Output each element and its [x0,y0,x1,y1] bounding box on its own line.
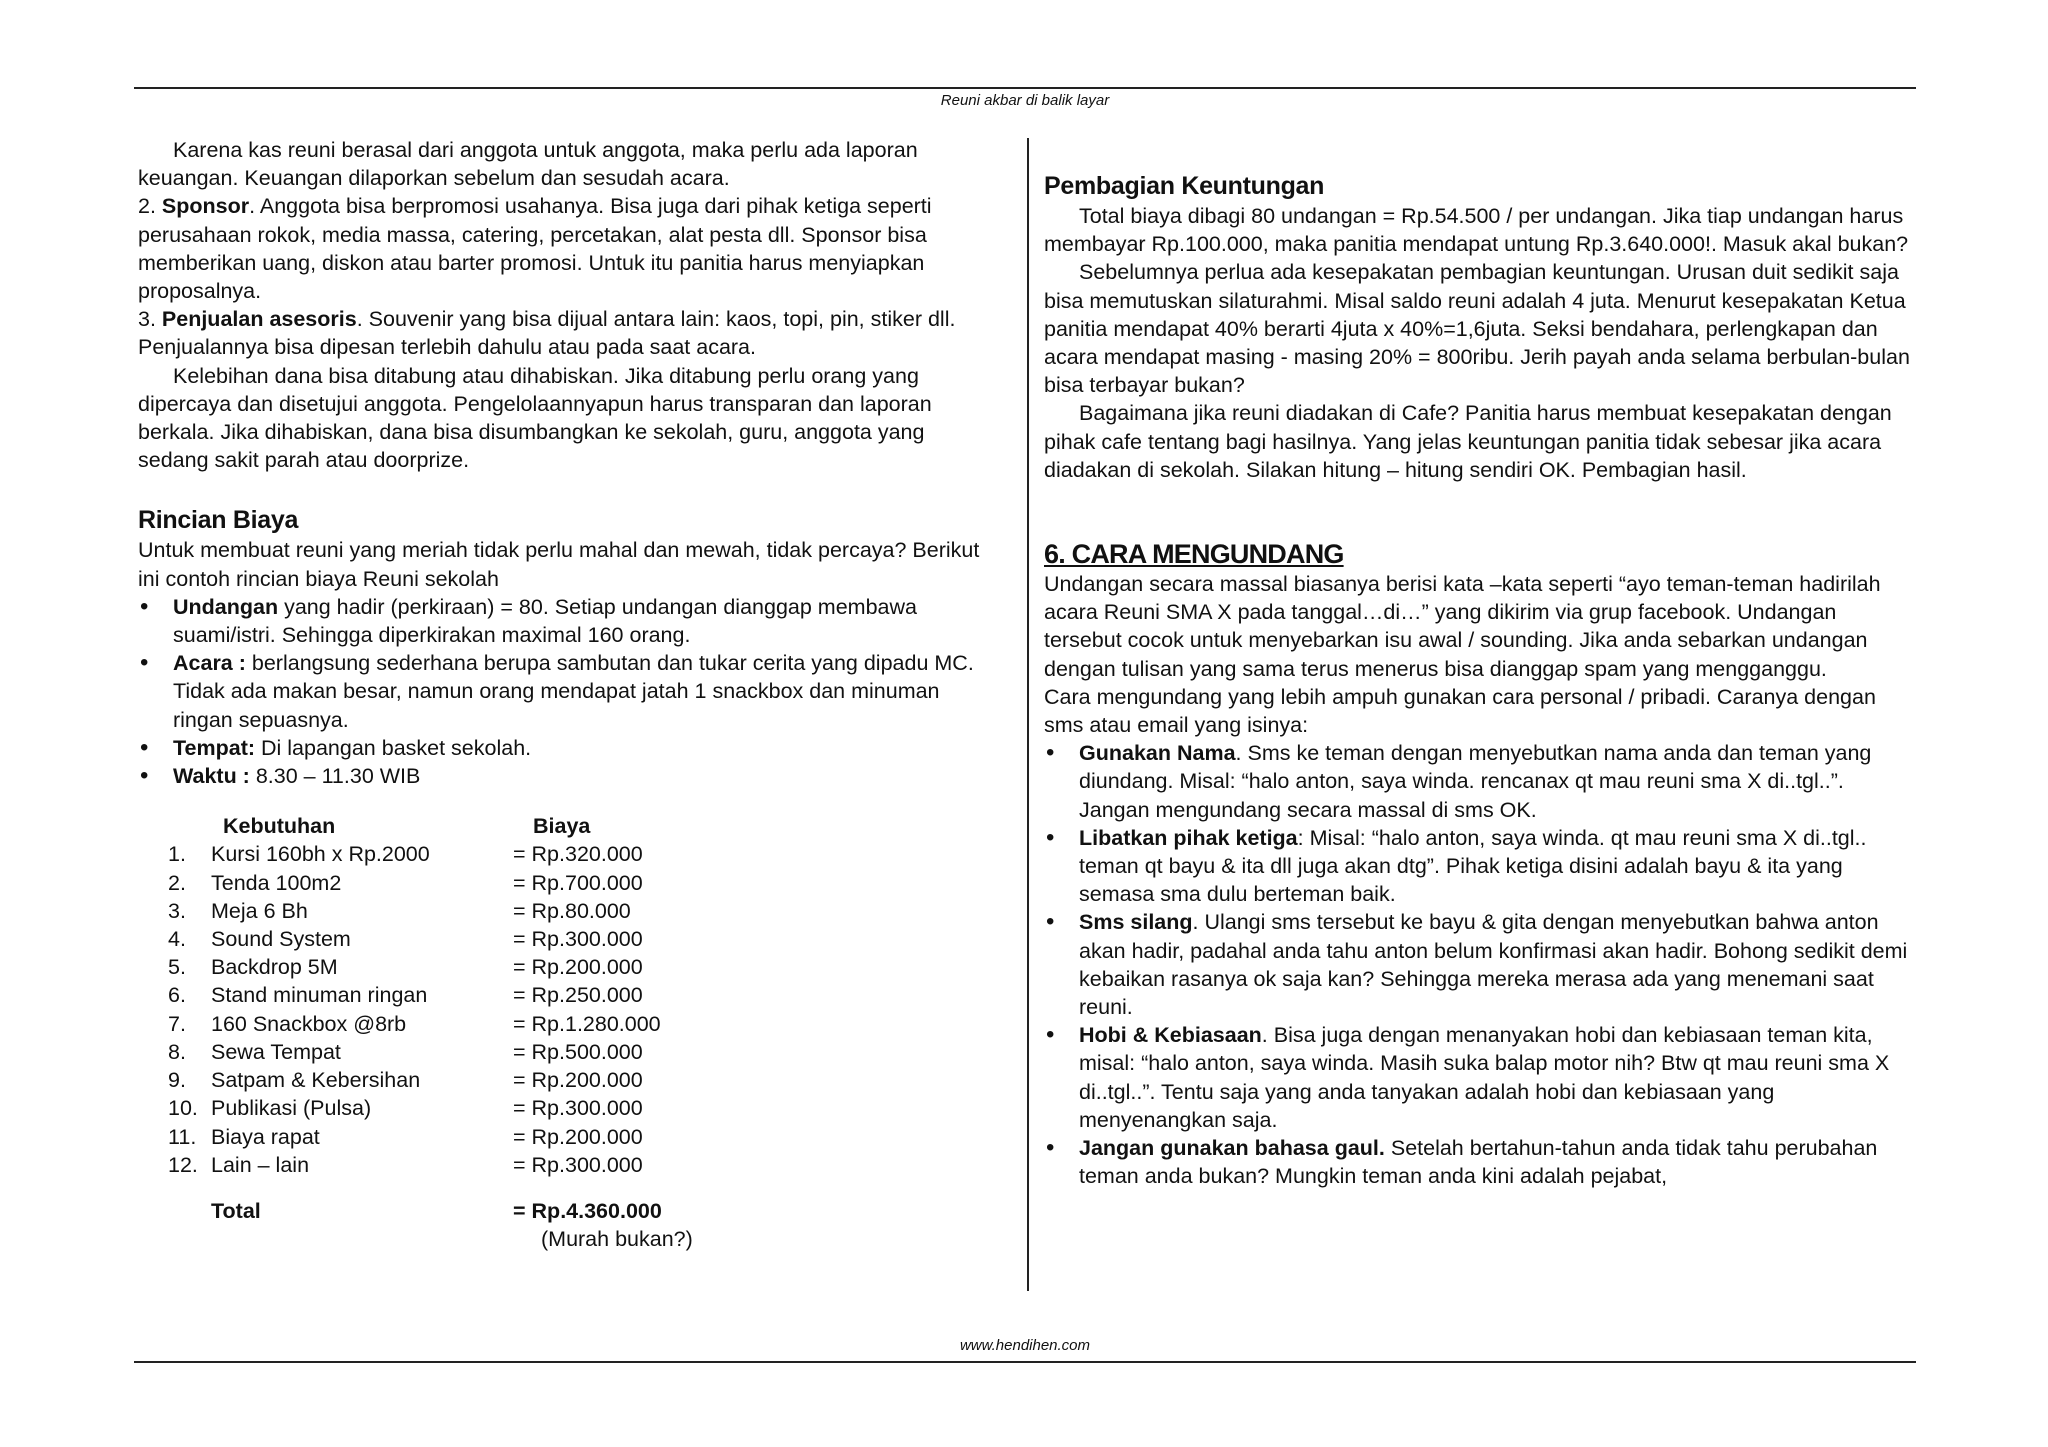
column-header-kebutuhan: Kebutuhan [223,814,336,839]
paragraph-total-biaya: Total biaya dibagi 80 undangan = Rp.54.500 / per undangan. Jika tiap undangan harus membayar Rp.100.000, maka panitia mendapat untung Rp.3.640.000!. Masuk akal bukan? [1044,204,1909,257]
paragraph-undangan-massal: Undangan secara massal biasanya berisi kata –kata seperti “ayo teman-teman hadirilah acara Reuni SMA X pada tanggal…di…” yang dikirim via grup facebook. Undangan tersebut cocok untuk menyebarkan isu awal / sounding. Jika anda sebarkan undangan dengan tulisan yang sama terus menerus bisa dianggap spam yang mengganggu. [1044,572,1881,681]
sponsor-term: Sponsor [161,194,250,219]
list-item: • Tempat: Di lapangan basket sekolah. [138,734,983,762]
list-item: • Jangan gunakan bahasa gaul. Setelah bertahun-tahun anda tidak tahu perubahan teman anda bukan? Mungkin teman anda kini adalah pejabat, [1044,1134,1916,1190]
invitation-tips-list [1044,739,1916,1190]
list-item: • Hobi & Kebiasaan. Bisa juga dengan menanyakan hobi dan kebiasaan teman kita, misal: “halo anton, saya winda. Masih suka balap motor nih? Btw qt mau reuni sma X di..tgl..”. Tentu saja yang anda tanyakan adalah hobi dan kebiasaan yang menyenangkan saja. [1044,1021,1916,1134]
total-label: Total [211,1198,261,1223]
list-item: • Sms silang. Ulangi sms tersebut ke bayu & gita dengan menyebutkan bahwa anton akan hadir, padahal anda tahu anton belum konfirmasi akan hadir. Bohong sedikit demi kebaikan rasanya ok saja kan? Sehingga mereka merasa ada yang menemani saat reuni. [1044,908,1916,1021]
running-header: Reuni akbar di balik layar [940,92,1110,109]
paragraph-kelebihan-dana: Kelebihan dana bisa ditabung atau dihabiskan. Jika ditabung perlu orang yang dipercaya dan disetujui anggota. Pengelolaannyapun harus transparan dan laporan berkala. Jika dihabiskan, dana bisa disumbangkan ke sekolah, guru, anggota yang sedang sakit parah atau doorprize. [138,363,932,473]
paragraph-kas-reuni: Karena kas reuni berasal dari anggota untuk anggota, maka perlu ada laporan keuangan. Keuangan dilaporkan sebelum dan sesudah acara. [138,138,918,191]
table-row: 11. Biaya rapat = Rp.200.000 [168,1124,643,1149]
paragraph-rincian-intro: Untuk membuat reuni yang meriah tidak perlu mahal dan mewah, tidak percaya? Berikut ini contoh rincian biaya Reuni sekolah [138,538,980,591]
total-row [168,1197,733,1225]
paragraph-penjualan: 3. Penjualan asesoris. Souvenir yang bisa dijual antara lain: kaos, topi, pin, stiker dll. Penjualannya bisa dipesan terlebih dahulu atau pada saat acara. [138,307,956,360]
table-row: 2. Tenda 100m2 = Rp.700.000 [168,870,643,895]
footer-rule [134,1361,1916,1363]
total-value: = Rp.4.360.000 [513,1198,662,1223]
column-header-biaya: Biaya [533,814,591,839]
total-note: (Murah bukan?) [541,1227,693,1252]
table-row: 7. 160 Snackbox @8rb = Rp.1.280.000 [168,1011,661,1036]
header-rule [134,87,1916,89]
table-row: 6. Stand minuman ringan = Rp.250.000 [168,983,643,1008]
list-item: • Acara : berlangsung sederhana berupa sambutan dan tukar cerita yang dipadu MC. Tidak ada makan besar, namun orang mendapat jatah 1 snackbox dan minuman ringan sepuasnya. [138,649,983,734]
section-title-pembagian-keuntungan: Pembagian Keuntungan [1044,172,1325,200]
running-footer-url: www.hendihen.com [959,1337,1091,1354]
note-row [168,1225,733,1253]
table-row: 3. Meja 6 Bh = Rp.80.000 [168,898,631,923]
table-row: 9. Satpam & Kebersihan = Rp.200.000 [168,1068,643,1093]
section-title-rincian-biaya: Rincian Biaya [138,506,299,535]
penjualan-term: Penjualan asesoris [161,307,357,332]
column-divider [1027,138,1029,1291]
cost-table [168,812,733,1253]
list-item: • Undangan yang hadir (perkiraan) = 80. Setiap undangan dianggap membawa suami/istri. Sehingga diperkirakan maximal 160 orang. [138,593,983,649]
paragraph-cafe: Bagaimana jika reuni diadakan di Cafe? Panitia harus membuat kesepakatan dengan pihak cafe tentang bagi hasilnya. Yang jelas keuntungan panitia tidak sebesar jika acara diadakan di sekolah. Silakan hitung – hitung sendiri OK. Pembagian hasil. [1044,401,1892,482]
table-row: 12. Lain – lain = Rp.300.000 [168,1152,643,1177]
event-details-list [138,593,983,790]
paragraph-kesepakatan: Sebelumnya perlua ada kesepakatan pembagian keuntungan. Urusan duit sedikit saja bisa memutuskan silaturahmi. Misal saldo reuni adalah 4 juta. Menurut kesepakatan Ketua panitia mendapat 40% berarti 4juta x 40%=1,6juta. Seksi bendahara, perlengkapan dan acara mendapat masing - masing 20% = 800ribu. Jerih payah anda selama berbulan-bulan bisa terbayar bukan? [1044,260,1910,398]
list-item: • Libatkan pihak ketiga: Misal: “halo anton, saya winda. qt mau reuni sma X di..tgl.. teman qt bayu & ita dll juga akan dtg”. Pihak ketiga disini adalah bayu & ita yang semasa sma dulu berteman baik. [1044,824,1916,909]
list-item: • Waktu : 8.30 – 11.30 WIB [138,762,983,790]
paragraph-cara-personal: Cara mengundang yang lebih ampuh gunakan cara personal / pribadi. Caranya dengan sms atau email yang isinya: [1044,684,1876,738]
table-row: 8. Sewa Tempat = Rp.500.000 [168,1039,643,1064]
chapter-title-cara-mengundang: 6. CARA MENGUNDANG [1044,539,1344,570]
table-row: 10. Publikasi (Pulsa) = Rp.300.000 [168,1096,643,1121]
table-row: 5. Backdrop 5M = Rp.200.000 [168,955,643,980]
cost-table-header [168,812,733,840]
right-column [1044,136,1916,1191]
table-row: 1. Kursi 160bh x Rp.2000 = Rp.320.000 [168,842,643,867]
table-row: 4. Sound System = Rp.300.000 [168,927,643,952]
paragraph-sponsor: 2. Sponsor. Anggota bisa berpromosi usahanya. Bisa juga dari pihak ketiga seperti perusahaan rokok, media massa, catering, percetakan, alat pesta dll. Sponsor bisa memberikan uang, diskon atau barter promosi. Untuk itu panitia harus menyiapkan proposalnya. [138,194,932,304]
left-column [138,136,983,1253]
list-item: • Gunakan Nama. Sms ke teman dengan menyebutkan nama anda dan teman yang diundang. Misal: “halo anton, saya winda. rencanax qt mau reuni sma X di..tgl..”. Jangan mengundang secara massal di sms OK. [1044,739,1916,824]
